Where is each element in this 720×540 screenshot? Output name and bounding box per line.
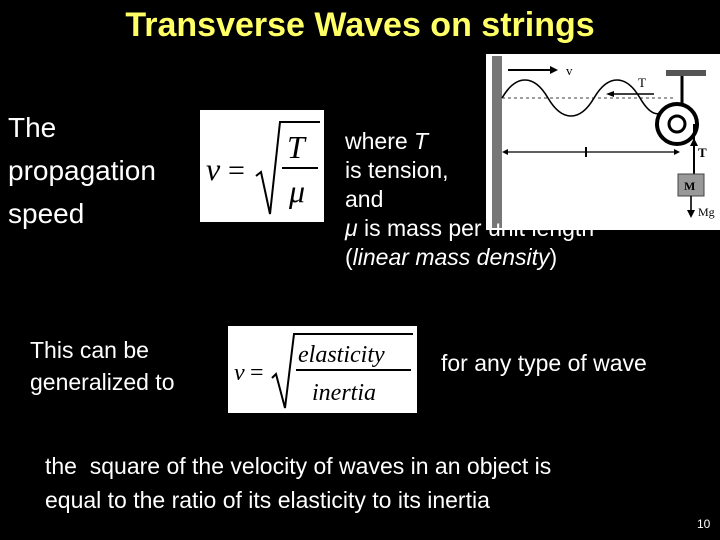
where-line-4: μ is mass per unit length xyxy=(345,215,595,241)
formula2-lhs: v xyxy=(234,360,245,386)
velocity-label: v xyxy=(566,63,573,78)
tension-label-top: T xyxy=(638,75,646,90)
conclusion-line-2: equal to the ratio of its elasticity to its inertia xyxy=(45,487,490,513)
generalized-label xyxy=(30,334,175,398)
any-wave-text: for any type of wave xyxy=(441,350,647,376)
page-number: 10 xyxy=(697,517,711,531)
where-line-5: (linear mass density) xyxy=(345,244,558,270)
propagation-speed-label xyxy=(8,106,156,235)
formula1-numerator: T xyxy=(287,129,305,165)
formula1-denominator: μ xyxy=(289,173,306,209)
where-line-2: is tension, xyxy=(345,157,449,183)
formula2-denominator: inertia xyxy=(312,380,376,406)
tension-label-right: T xyxy=(698,145,707,160)
pulley-mount xyxy=(666,70,706,76)
propagation-line-2: propagation xyxy=(8,155,156,186)
slide-title: Transverse Waves on strings xyxy=(125,6,595,44)
formula1-lhs: v xyxy=(206,151,221,187)
formula1-equals: = xyxy=(228,154,245,187)
where-line-3: and xyxy=(345,186,384,212)
weight-label: Mg xyxy=(698,205,715,219)
propagation-line-1: The xyxy=(8,112,57,143)
propagation-line-3: speed xyxy=(8,198,85,229)
mass-label: M xyxy=(684,179,696,193)
conclusion-line-1: the square of the velocity of waves in an object is xyxy=(45,453,552,479)
where-line-1: where T xyxy=(345,128,429,154)
conclusion-text xyxy=(45,449,551,517)
variable-explanation xyxy=(345,127,594,272)
generalized-line-1: This can be xyxy=(30,337,149,363)
formula2-equals: = xyxy=(250,360,264,386)
generalized-line-2: generalized to xyxy=(30,369,175,395)
wave-speed-formula xyxy=(200,110,324,222)
formula2-numerator: elasticity xyxy=(298,342,385,368)
general-wave-speed-formula xyxy=(228,326,417,413)
